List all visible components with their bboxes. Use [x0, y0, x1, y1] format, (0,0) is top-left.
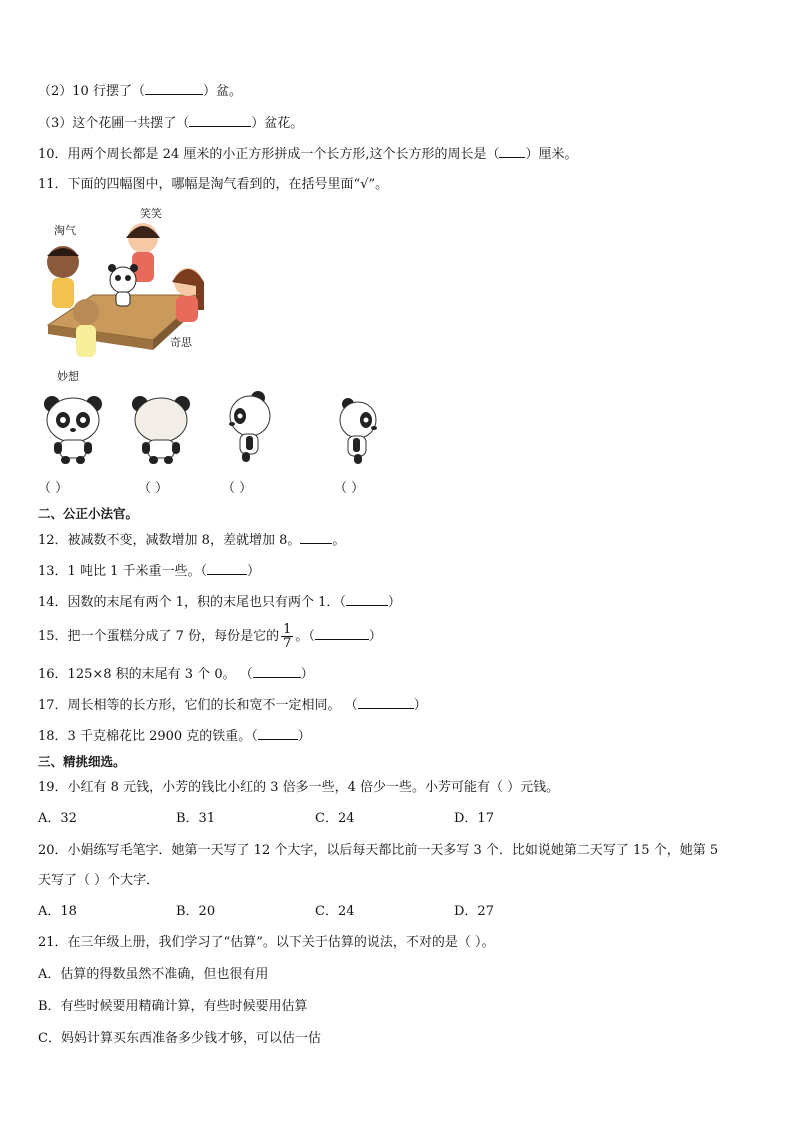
answer-blank[interactable]: [189, 114, 251, 127]
q13-text: 13．1 吨比 1 千米重一些。（: [38, 564, 207, 579]
q15-line: [38, 622, 382, 652]
close-paren: ）: [297, 729, 311, 744]
q16-text: 16．125×8 积的末尾有 3 个 0。 （: [38, 667, 253, 682]
q19-line: 19．小红有 8 元钱，小芳的钱比小红的 3 倍多一些，4 倍少一些。小芳可能有（ ）元钱。: [38, 780, 560, 795]
q17-text: 17．周长相等的长方形，它们的长和宽不一定相同。 （: [38, 698, 358, 713]
close-paren: ）: [387, 595, 401, 610]
panda-front-drawing: [42, 392, 104, 466]
q9-3-text: （3）这个花圃一共摆了（: [38, 116, 190, 131]
panda-side-left-view: [224, 388, 274, 470]
answer-paren-2[interactable]: （ ）: [138, 481, 169, 496]
panda-side-right-view: [336, 394, 382, 472]
q17-line: [38, 696, 427, 715]
q19-option-c[interactable]: C．24: [315, 811, 355, 826]
answer-blank[interactable]: [300, 531, 332, 544]
answer-blank[interactable]: [346, 593, 388, 606]
panda-front-view: [42, 392, 104, 470]
close-paren: ）: [368, 629, 382, 644]
answer-blank[interactable]: [258, 727, 298, 740]
q15-text: 15．把一个蛋糕分成了 7 份，每份是它的: [38, 629, 280, 644]
answer-blank[interactable]: [145, 82, 203, 95]
q19-option-a[interactable]: A．32: [38, 811, 77, 826]
answer-blank[interactable]: [499, 145, 525, 158]
q14-line: [38, 593, 401, 612]
q13-line: [38, 562, 260, 581]
q16-line: [38, 665, 314, 684]
q9-3-line: [38, 114, 303, 133]
fraction-denominator: 7: [283, 636, 292, 651]
close-paren: ）: [246, 564, 260, 579]
fraction-one-seventh: [281, 623, 293, 650]
panda-side-left-drawing: [224, 388, 274, 466]
q19-option-d[interactable]: D．17: [454, 811, 494, 826]
fraction-numerator: 1: [283, 622, 292, 637]
q20-option-a[interactable]: A．18: [38, 904, 77, 919]
q21-option-a[interactable]: A．估算的得数虽然不准确，但也很有用: [38, 967, 269, 982]
q14-text: 14．因数的末尾有两个 1，积的末尾也只有两个 1．（: [38, 595, 346, 610]
answer-paren-3[interactable]: （ ）: [222, 481, 253, 496]
q21-option-b[interactable]: B．有些时候要用精确计算，有些时候要用估算: [38, 999, 308, 1014]
answer-blank[interactable]: [207, 562, 247, 575]
q20-line-1: 20．小娟练写毛笔字．她第一天写了 12 个大字，以后每天都比前一天多写 3 个．比如说她第二天写了 15 个，她第 5: [38, 843, 719, 858]
q18-line: [38, 727, 311, 746]
close-paren: ）: [300, 667, 314, 682]
q12-line: [38, 531, 345, 550]
name-xiaoxiao: 笑笑: [140, 207, 162, 220]
name-qisi: 奇思: [170, 336, 192, 349]
name-taoqi: 淘气: [54, 224, 76, 237]
answer-blank[interactable]: [358, 696, 414, 709]
answer-blank[interactable]: [253, 665, 301, 678]
section-3-heading: 三、精挑细选。: [38, 754, 126, 769]
panda-side-right-drawing: [336, 394, 382, 468]
q9-2-text: （2）10 行摆了（: [38, 84, 145, 99]
q15-end: 。（: [295, 629, 315, 644]
q21-option-c[interactable]: C．妈妈计算买东西准备多少钱才够，可以估一估: [38, 1031, 321, 1046]
q12-end: 。: [332, 533, 346, 548]
panda-back-view: [130, 392, 192, 470]
q9-3-end: ）盆花。: [251, 116, 304, 131]
q20-line-2: 天写了（ ）个大字．: [38, 873, 160, 888]
q10-end: ）厘米。: [525, 147, 578, 162]
q11-text: 11．下面的四幅图中，哪幅是淘气看到的，在括号里面“√”。: [38, 177, 389, 192]
q21-line: 21．在三年级上册，我们学习了“估算”。以下关于估算的说法，不对的是（ ）。: [38, 935, 495, 950]
name-miaoxiang: 妙想: [57, 370, 79, 383]
answer-blank[interactable]: [315, 627, 369, 640]
q20-option-b[interactable]: B．20: [176, 904, 216, 919]
answer-paren-1[interactable]: （ ）: [38, 481, 69, 496]
q18-text: 18．3 千克棉花比 2900 克的铁重。（: [38, 729, 258, 744]
section-2-heading: 二、公正小法官。: [38, 506, 139, 521]
q11-line: [38, 176, 388, 194]
q10-line: [38, 145, 578, 164]
q9-2-line: [38, 82, 242, 101]
panda-back-drawing: [130, 392, 192, 466]
q20-option-d[interactable]: D．27: [454, 904, 494, 919]
close-paren: ）: [413, 698, 427, 713]
answer-paren-4[interactable]: （ ）: [334, 481, 365, 496]
q20-option-c[interactable]: C．24: [315, 904, 355, 919]
q10-text: 10．用两个周长都是 24 厘米的小正方形拼成一个长方形,这个长方形的周长是（: [38, 147, 500, 162]
q12-text: 12．被减数不变，减数增加 8，差就增加 8。: [38, 533, 301, 548]
q9-2-end: ）盆。: [202, 84, 242, 99]
q19-option-b[interactable]: B．31: [176, 811, 216, 826]
